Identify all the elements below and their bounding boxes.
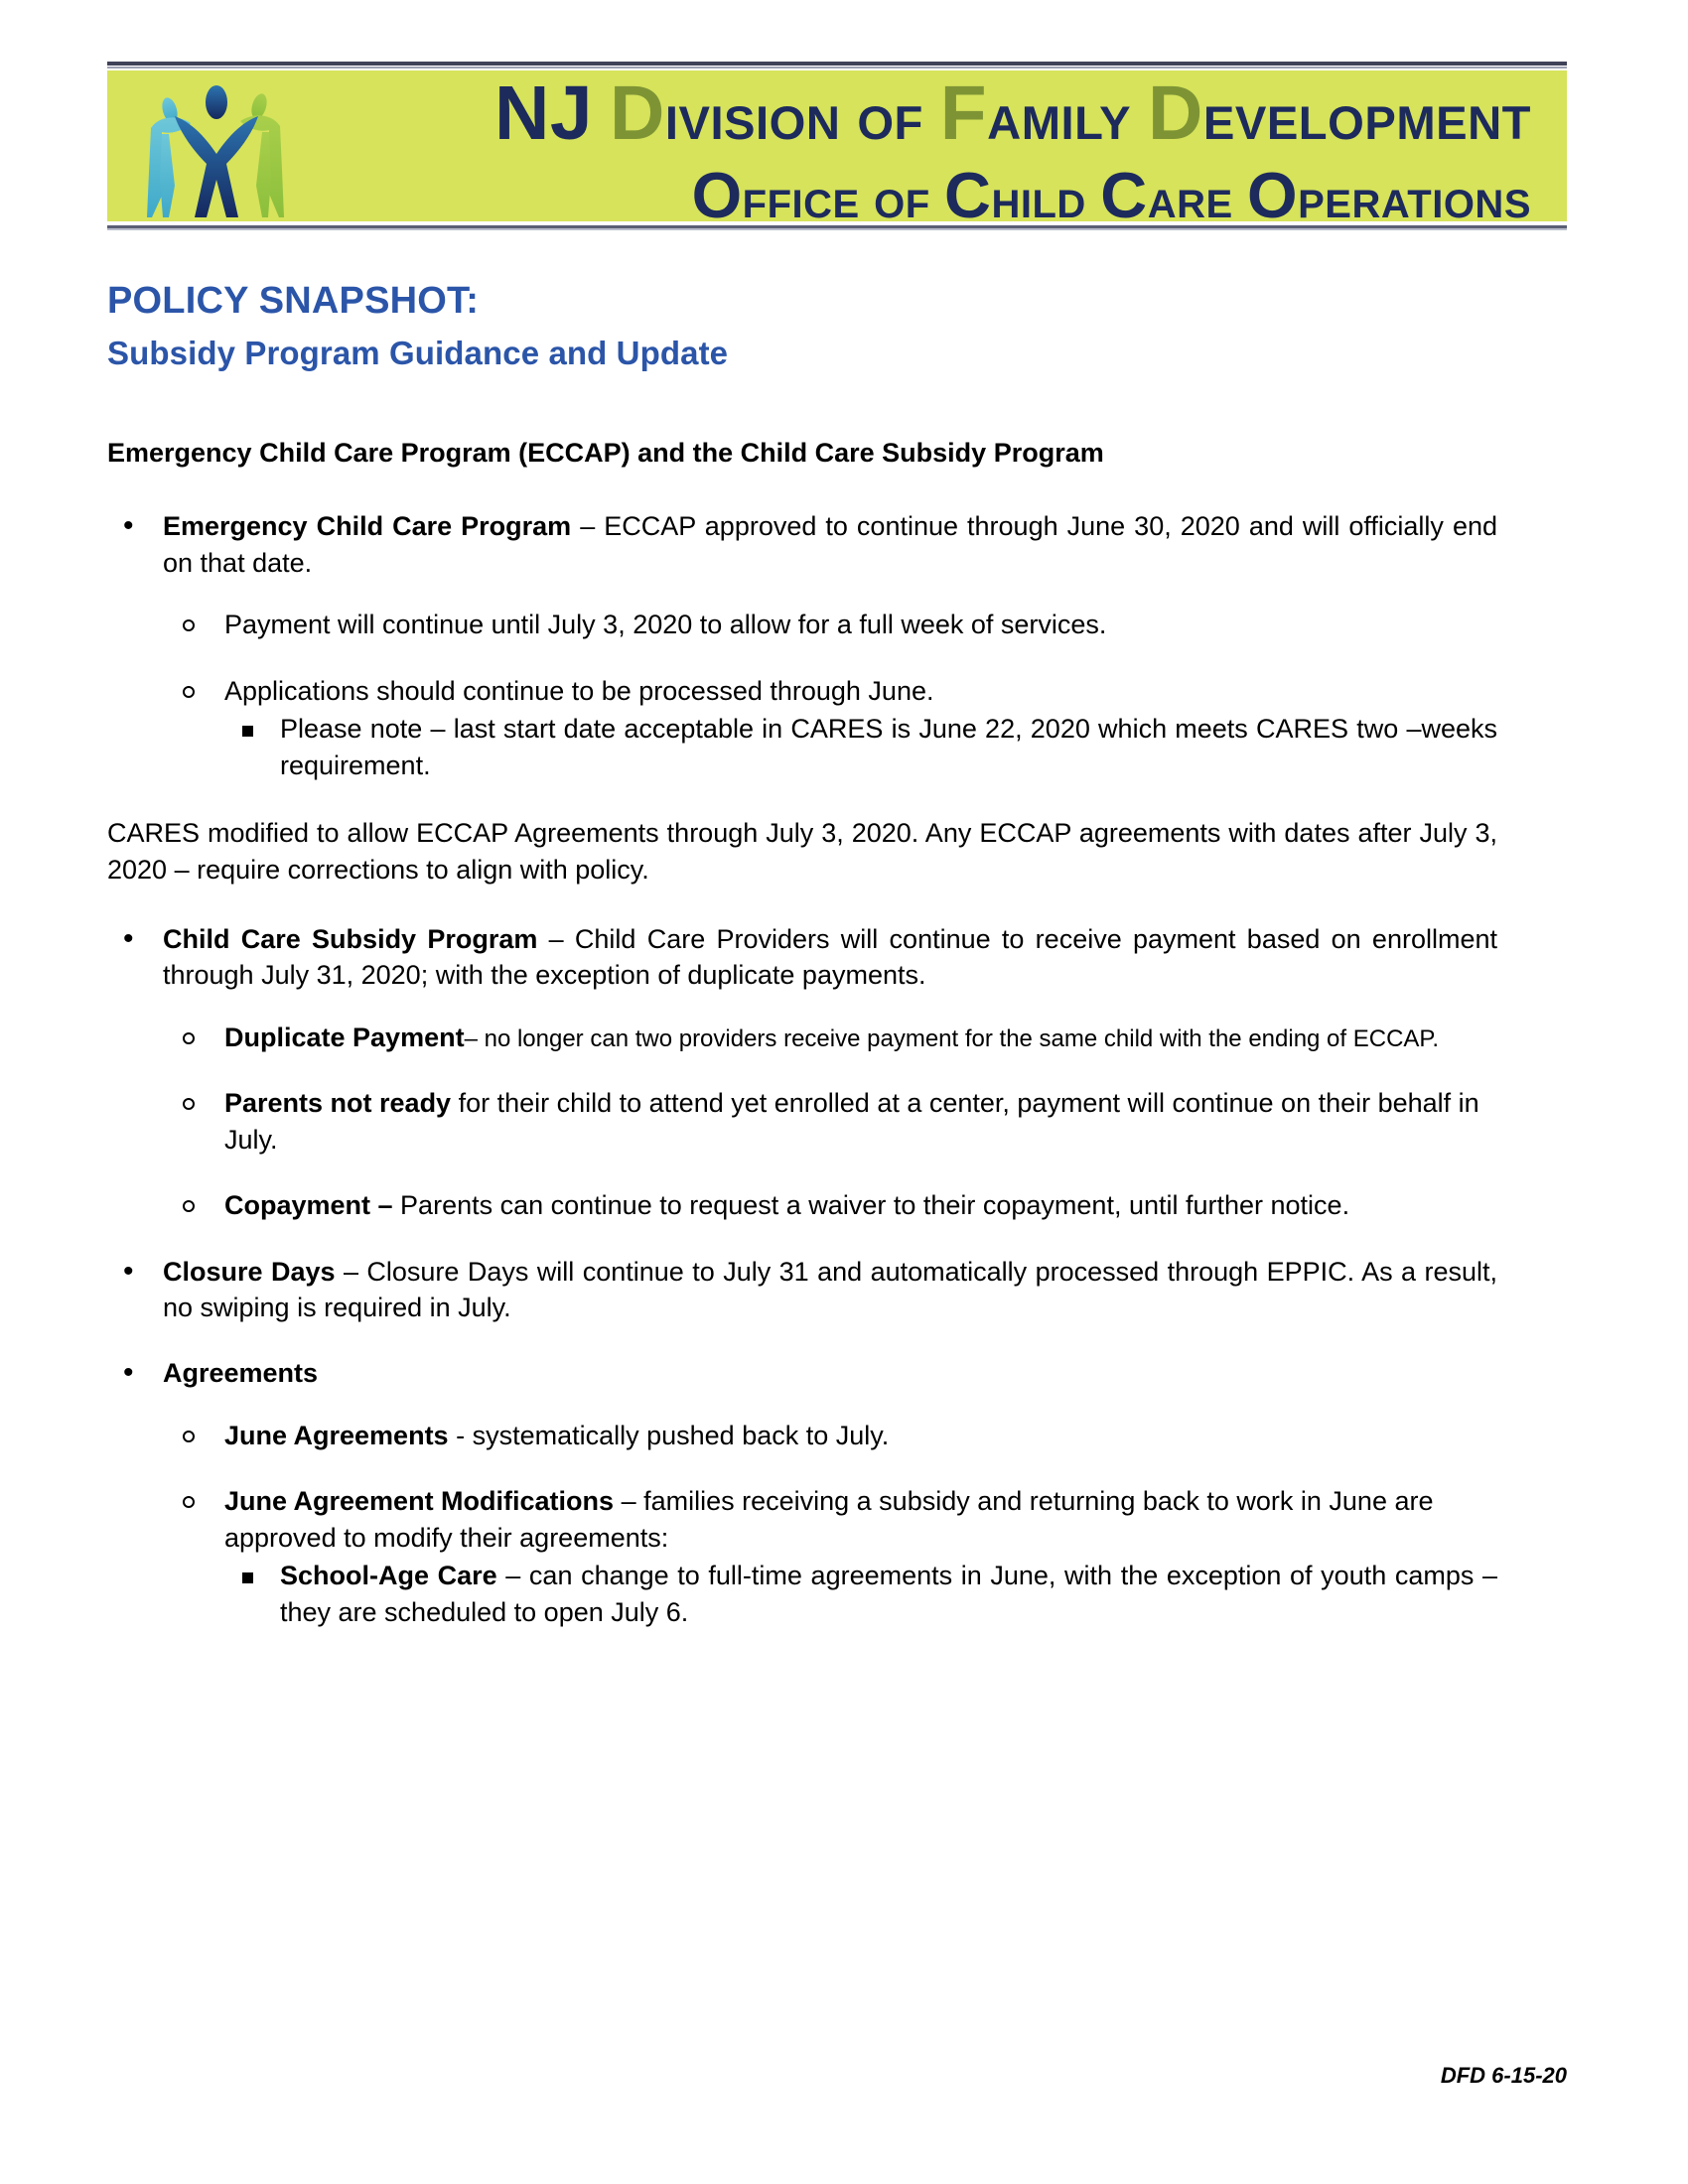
subbullet-payment-continue	[163, 607, 1497, 642]
subbullet-duplicate-payment-label: Duplicate Payment	[224, 1022, 465, 1052]
org-line-2-perations: PERATIONS	[1298, 182, 1531, 221]
document-body	[107, 435, 1497, 1660]
subbullet-copayment	[163, 1187, 1497, 1223]
bullet-list-level3-a	[224, 711, 1497, 783]
subbullet-payment-continue-text: Payment will continue until July 3, 2020 to allow for a full week of services.	[224, 610, 1107, 640]
subbullet-june-mods-label: June Agreement Modifications	[224, 1486, 615, 1517]
subbullet-june-agreement-modifications	[163, 1483, 1497, 1630]
bullet-emergency-text: – ECCAP approved to continue through June 30, 2020 and will officially end on that date.	[163, 511, 1497, 578]
org-line-1-of: OF	[857, 97, 923, 150]
letterhead	[107, 62, 1567, 230]
letterhead-wordmark	[494, 71, 1531, 221]
bullet-list-level3-b	[224, 1558, 1497, 1630]
org-line-1-evelopment: EVELOPMENT	[1202, 97, 1531, 150]
bullet-list-level2-a	[163, 607, 1497, 783]
bullet-subsidy-label: Child Care Subsidy Program	[163, 923, 538, 954]
org-line-2	[494, 158, 1531, 221]
bullet-child-care-subsidy-program	[107, 921, 1497, 1224]
subsubbullet-school-age-care-text: – can change to full-time agreements in June, with the exception of youth camps – they are scheduled to open July 6.	[280, 1561, 1498, 1627]
org-line-1-f: F	[939, 71, 988, 156]
bullet-subsidy-text: – Child Care Providers will continue to receive payment based on enrollment through July 31, 2020; with the exception of duplicate payments.	[163, 923, 1497, 991]
org-line-1-nj: NJ	[494, 71, 594, 156]
bullet-list-level1-a	[107, 508, 1497, 783]
bullet-list-level2-b	[163, 1020, 1497, 1224]
subbullet-copayment-label: Copayment –	[224, 1190, 393, 1221]
bullet-agreements	[107, 1355, 1497, 1630]
bullet-emergency-child-care-program	[107, 508, 1497, 783]
subbullet-duplicate-payment-text: – no longer can two providers receive payment for the same child with the ending of ECCAP.	[464, 1024, 1439, 1052]
subbullet-copayment-text: Parents can continue to request a waiver to their copayment, until further notice.	[392, 1190, 1350, 1221]
subbullet-june-agreements-label: June Agreements	[224, 1420, 449, 1450]
org-line-1	[494, 71, 1531, 156]
subsubbullet-please-note	[224, 711, 1497, 783]
document-footer: DFD 6-15-20	[1440, 2063, 1567, 2088]
subsubbullet-school-age-care	[224, 1558, 1497, 1630]
title-block	[107, 280, 1567, 372]
subbullet-parents-not-ready	[163, 1085, 1497, 1158]
subbullet-june-mods-text: – families receiving a subsidy and returning back to work in June are approved to modify their agreements:	[224, 1486, 1434, 1553]
org-line-2-of: OF	[874, 182, 930, 221]
subsubbullet-school-age-care-label: School-Age Care	[280, 1561, 497, 1591]
header-rule-top	[107, 62, 1567, 66]
org-line-1-d1: D	[609, 71, 665, 156]
letterhead-banner	[107, 70, 1567, 221]
bullet-agreements-label: Agreements	[163, 1358, 319, 1389]
subbullet-applications-text: Applications should continue to be processed through June.	[224, 675, 934, 706]
org-line-1-ivision: IVISION	[664, 97, 841, 150]
header-rule-bottom-thin	[107, 228, 1567, 230]
bullet-closure-days-label: Closure Days	[163, 1256, 336, 1287]
org-line-2-c2: C	[1100, 158, 1148, 221]
org-line-2-c1: C	[944, 158, 992, 221]
org-line-1-d2: D	[1148, 71, 1203, 156]
bullet-emergency-label: Emergency Child Care Program	[163, 511, 572, 542]
page-subtitle: Subsidy Program Guidance and Update	[107, 334, 729, 371]
paragraph-cares-modified: CARES modified to allow ECCAP Agreements through July 3, 2020. Any ECCAP agreements with dates after July 3, 2020 – require corrections to align with policy.	[107, 818, 1497, 885]
bullet-list-level2-c	[163, 1418, 1497, 1630]
subbullet-parents-not-ready-label: Parents not ready	[224, 1088, 452, 1119]
bullet-list-level1-b	[107, 921, 1497, 1630]
subsubbullet-please-note-text: Please note – last start date acceptable in CARES is June 22, 2020 which meets CARES two –weeks requirement.	[280, 714, 1497, 780]
subbullet-duplicate-payment	[163, 1020, 1497, 1055]
subbullet-applications-processed	[163, 673, 1497, 783]
bullet-closure-days	[107, 1254, 1497, 1326]
page-title: POLICY SNAPSHOT:	[107, 280, 480, 322]
org-line-2-ffice: FFICE	[742, 182, 860, 221]
org-line-2-hild: HILD	[991, 182, 1086, 221]
subbullet-june-agreements	[163, 1418, 1497, 1453]
three-people-logo-icon	[135, 76, 334, 221]
subbullet-june-agreements-text: - systematically pushed back to July.	[448, 1420, 890, 1450]
org-line-2-o: O	[691, 158, 743, 221]
header-rule-top-thin	[107, 67, 1567, 68]
org-line-2-o2: O	[1247, 158, 1299, 221]
subbullet-parents-not-ready-text: for their child to attend yet enrolled at a center, payment will continue on their behalf in July.	[224, 1088, 1479, 1155]
org-line-2-are: ARE	[1147, 182, 1233, 221]
section-heading: Emergency Child Care Program (ECCAP) and the Child Care Subsidy Program	[107, 438, 1104, 468]
bullet-closure-days-text: – Closure Days will continue to July 31 and automatically processed through EPPIC. As a result, no swiping is required in July.	[163, 1256, 1497, 1322]
org-line-1-amily: AMILY	[987, 97, 1132, 150]
